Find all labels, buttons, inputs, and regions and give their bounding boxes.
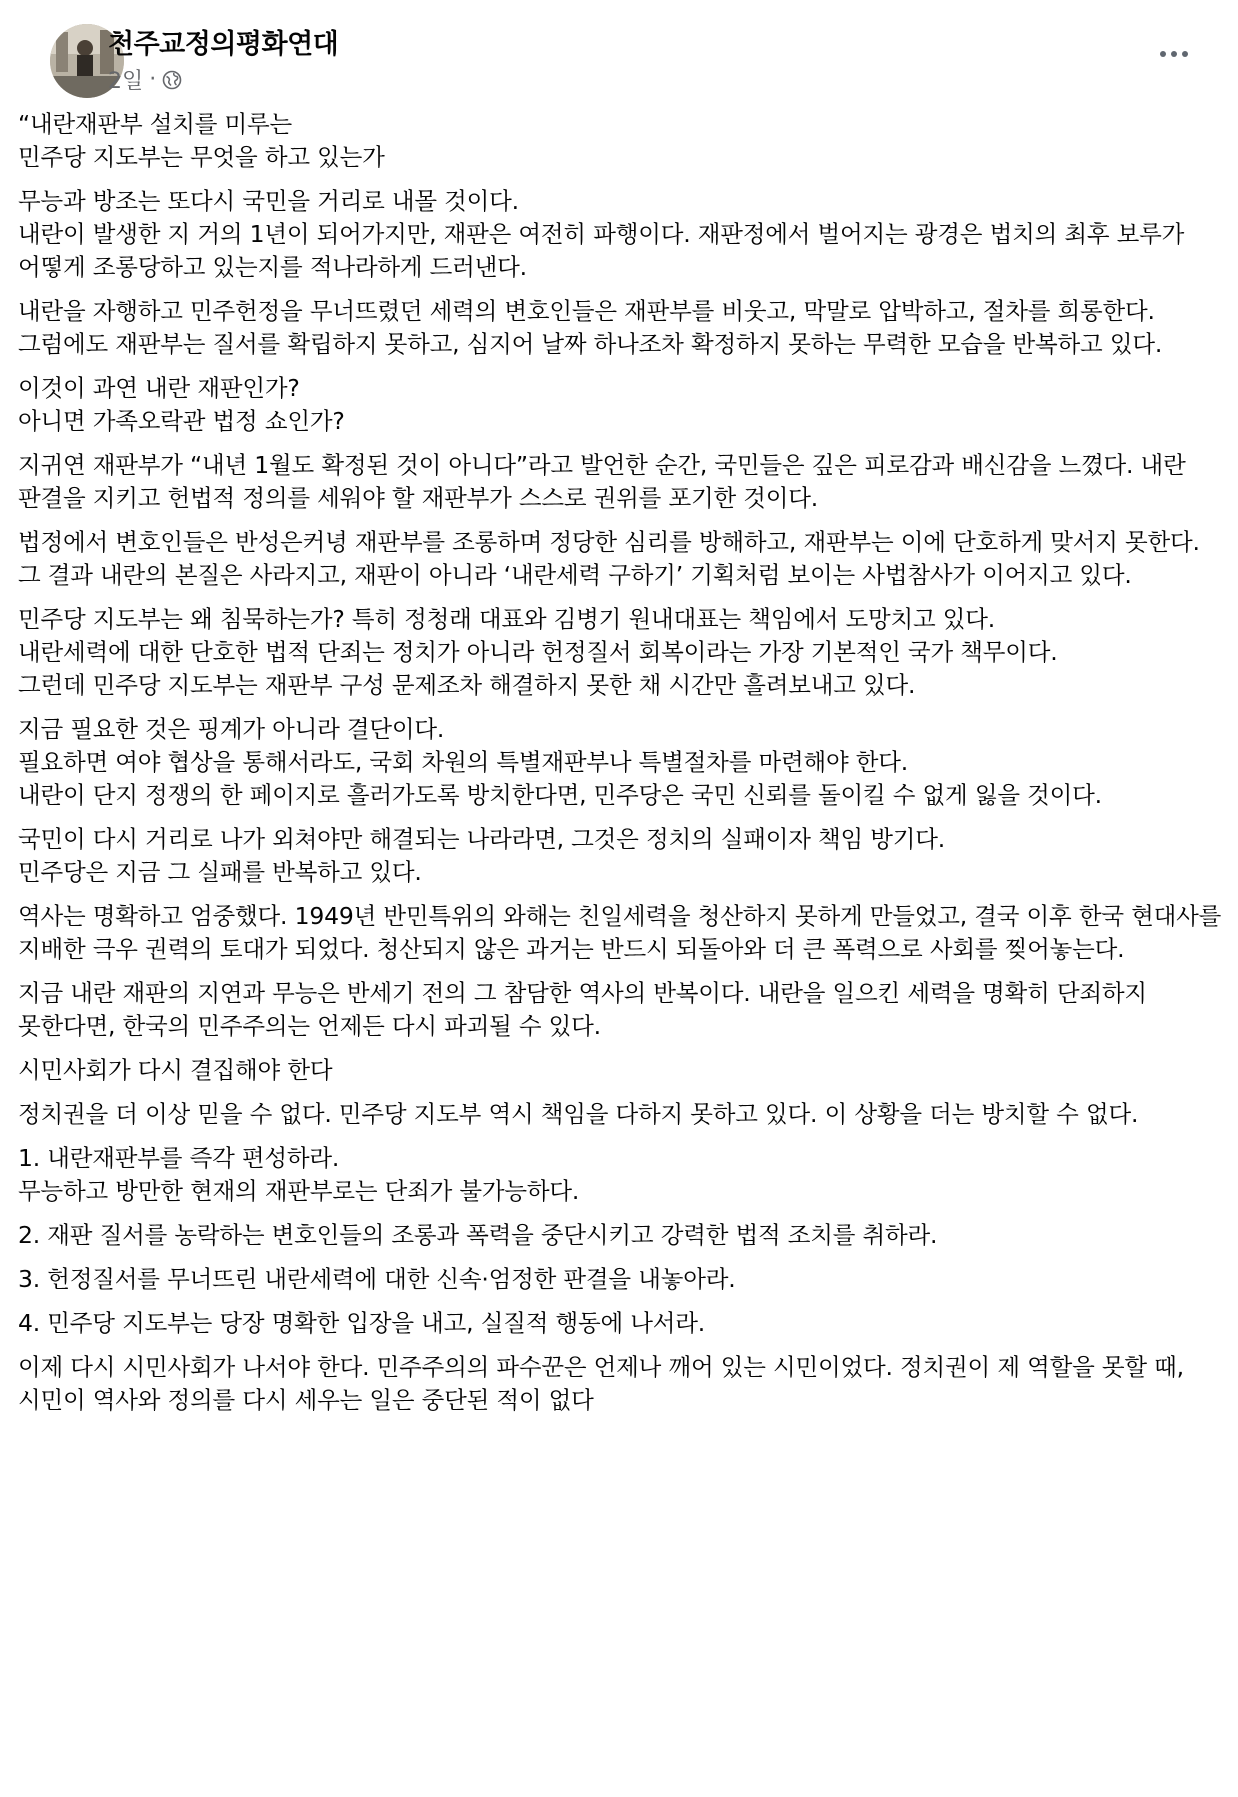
more-dot (1171, 51, 1177, 57)
more-options-button[interactable] (1152, 40, 1196, 68)
post-paragraph: 민주당 지도부는 왜 침묵하는가? 특히 정청래 대표와 김병기 원내대표는 책임에서 도망치고 있다. 내란세력에 대한 단호한 법적 단죄는 정치가 아니라 헌정질서 회복이라는 가장 기본적인 국가 책무이다. 그런데 민주당 지도부는 재판부 구성 문제조차 해결하지 못한 채 시간만 흘려보내고 있다. (18, 605, 1058, 699)
meta-separator: · (149, 67, 157, 92)
post-header (0, 0, 1238, 110)
post-paragraph: 법정에서 변호인들은 반성은커녕 재판부를 조롱하며 정당한 심리를 방해하고, 재판부는 이에 단호하게 맞서지 못한다. 그 결과 내란의 본질은 사라지고, 재판이 아니라 ‘내란세력 구하기’ 기획처럼 보이는 사법참사가 이어지고 있다. (18, 528, 1200, 589)
globe-icon[interactable] (162, 70, 182, 90)
post-paragraph: 지금 필요한 것은 핑계가 아니라 결단이다. 필요하면 여야 협상을 통해서라도, 국회 차원의 특별재판부나 특별절차를 마련해야 한다. 내란이 단지 정쟁의 한 페이지로 흘러가도록 방치한다면, 민주당은 국민 신뢰를 돌이킬 수 없게 잃을 것이다. (18, 715, 1102, 809)
post-paragraph: 내란을 자행하고 민주헌정을 무너뜨렸던 세력의 변호인들은 재판부를 비웃고, 막말로 압박하고, 절차를 희롱한다. 그럼에도 재판부는 질서를 확립하지 못하고, 심지어 날짜 하나조차 확정하지 못하는 무력한 모습을 반복하고 있다. (18, 297, 1163, 358)
post-paragraph: 이것이 과연 내란 재판인가? 아니면 가족오락관 법정 쇼인가? (18, 374, 345, 435)
more-horizontal-icon (1160, 51, 1166, 57)
post-paragraph: 무능과 방조는 또다시 국민을 거리로 내몰 것이다. 내란이 발생한 지 거의 1년이 되어가지만, 재판은 여전히 파행이다. 재판정에서 벌어지는 광경은 법치의 최후 보루가 어떻게 조롱당하고 있는지를 적나라하게 드러낸다. (18, 187, 1185, 281)
post-paragraph: 4. 민주당 지도부는 당장 명확한 입장을 내고, 실질적 행동에 나서라. (18, 1309, 706, 1337)
post-paragraph: 지귀연 재판부가 “내년 1월도 확정된 것이 아니다”라고 발언한 순간, 국민들은 깊은 피로감과 배신감을 느꼈다. 내란 판결을 지키고 헌법적 정의를 세워야 할 재판부가 스스로 권위를 포기한 것이다. (18, 451, 1186, 512)
post-paragraph: 국민이 다시 거리로 나가 외쳐야만 해결되는 나라라면, 그것은 정치의 실패이자 책임 방기다. 민주당은 지금 그 실패를 반복하고 있다. (18, 825, 946, 886)
post-paragraph: “내란재판부 설치를 미루는 민주당 지도부는 무엇을 하고 있는가 (18, 110, 385, 171)
post-paragraph: 지금 내란 재판의 지연과 무능은 반세기 전의 그 참담한 역사의 반복이다. 내란을 일으킨 세력을 명확히 단죄하지 못한다면, 한국의 민주주의는 언제든 다시 파괴될 수 있다. (18, 979, 1147, 1040)
author-name[interactable]: 천주교정의평화연대 (108, 29, 339, 60)
post-paragraph: 2. 재판 질서를 농락하는 변호인들의 조롱과 폭력을 중단시키고 강력한 법적 조치를 취하라. (18, 1221, 938, 1249)
post-body (18, 108, 1223, 1428)
post-paragraph: 이제 다시 시민사회가 나서야 한다. 민주주의의 파수꾼은 언제나 깨어 있는 시민이었다. 정치권이 제 역할을 못할 때, 시민이 역사와 정의를 다시 세우는 일은 중단된 적이 없다 (18, 1353, 1184, 1414)
more-dot (1182, 51, 1188, 57)
post-time[interactable]: 2일 (108, 69, 144, 94)
post-meta (108, 64, 182, 95)
post-paragraph: 정치권을 더 이상 믿을 수 없다. 민주당 지도부 역시 책임을 다하지 못하고 있다. 이 상황을 더는 방치할 수 없다. (18, 1100, 1139, 1128)
post-paragraph: 1. 내란재판부를 즉각 편성하라. 무능하고 방만한 현재의 재판부로는 단죄가 불가능하다. (18, 1144, 580, 1205)
post-paragraph: 시민사회가 다시 결집해야 한다 (18, 1056, 333, 1084)
post-paragraph: 3. 헌정질서를 무너뜨린 내란세력에 대한 신속·엄정한 판결을 내놓아라. (18, 1265, 736, 1293)
post-paragraph: 역사는 명확하고 엄중했다. 1949년 반민특위의 와해는 친일세력을 청산하지 못하게 만들었고, 결국 이후 한국 현대사를 지배한 극우 권력의 토대가 되었다. 청산되지 않은 과거는 반드시 되돌아와 더 큰 폭력으로 사회를 찢어놓는다. (18, 902, 1222, 963)
